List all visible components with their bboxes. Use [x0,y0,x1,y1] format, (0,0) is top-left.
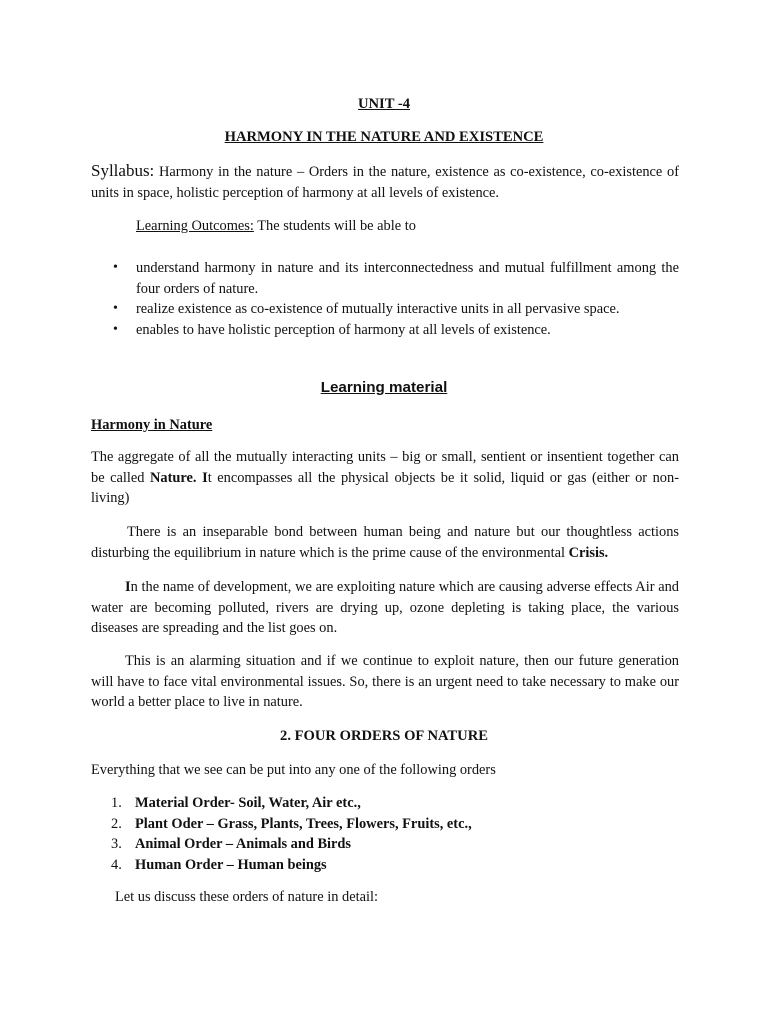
learning-outcomes-text: The students will be able to [253,218,416,234]
para1-text-b: t encompasses all the physical objects be it solid, liquid or gas (either or non-living) [91,469,679,506]
order-item [111,793,671,814]
para2-bold: Crisis. [568,544,609,561]
discuss-line: Let us discuss these orders of nature in detail: [115,889,378,905]
order-text: Human Order – Human beings [135,856,327,873]
para2-text: There is an inseparable bond between human being and nature but our thoughtless actions disturbing the equilibrium in nature which is the prime cause of the environmental [91,524,679,561]
alarming-paragraph: This is an alarming situation and if we continue to exploit nature, then our future generation will have to face vital environmental issues. So, there is an urgent need to take necessary to make our world a better place to live in nature. [91,653,679,710]
learning-outcomes-label: Learning Outcomes: [136,218,254,234]
syllabus-text: Harmony in the nature – Orders in the nature, existence as co-existence, co-existence of units in space, holistic perception of harmony at all levels of existence. [91,164,679,201]
four-orders-intro: Everything that we see can be put into any one of the following orders [91,762,496,778]
four-orders-heading: 2. FOUR ORDERS OF NATURE [280,728,488,744]
order-item [111,814,671,835]
para1-text-a: The aggregate of all the mutually interacting units – big or small, sentient or insentient together can be called [91,449,679,486]
order-item [111,834,671,855]
order-number: 1. [111,795,122,811]
order-text: Animal Order – Animals and Birds [135,836,352,852]
page-title: HARMONY IN THE NATURE AND EXISTENCE [224,129,544,145]
order-text: Material Order- Soil, Water, Air etc., [135,795,361,811]
order-number: 3. [111,836,122,852]
order-text: Plant Oder – Grass, Plants, Trees, Flowers, Fruits, etc., [135,815,472,832]
bond-paragraph [91,522,679,563]
order-number: 2. [111,815,122,832]
outcome-item: • enables to have holistic perception of harmony at all levels of existence. [91,320,679,341]
order-number: 4. [111,856,122,873]
order-item [111,855,671,876]
development-paragraph [91,577,679,639]
para1-bold: Nature. I [150,469,208,486]
learning-outcomes-line [136,216,679,237]
syllabus-label: Syllabus: [91,161,155,180]
para3-text: n the name of development, we are exploiting nature which are causing adverse effects Air and water are becoming polluted, rivers are drying up, ozone depleting is taking place, the various diseases are spreading and the list goes on. [91,579,679,636]
nature-definition-paragraph [91,447,679,509]
orders-list [111,793,671,875]
outcomes-list [91,258,679,340]
outcome-item: • understand harmony in nature and its interconnectedness and mutual fulfillment among the four orders of nature. [91,258,679,299]
learning-material-heading: Learning material [320,379,448,396]
harmony-in-nature-heading: Harmony in Nature [91,417,213,433]
para3-bold: I [125,579,131,595]
syllabus-paragraph [91,161,679,203]
unit-heading: UNIT -4 [357,96,411,112]
outcome-item: • realize existence as co-existence of mutually interactive units in all pervasive space. [91,299,679,320]
